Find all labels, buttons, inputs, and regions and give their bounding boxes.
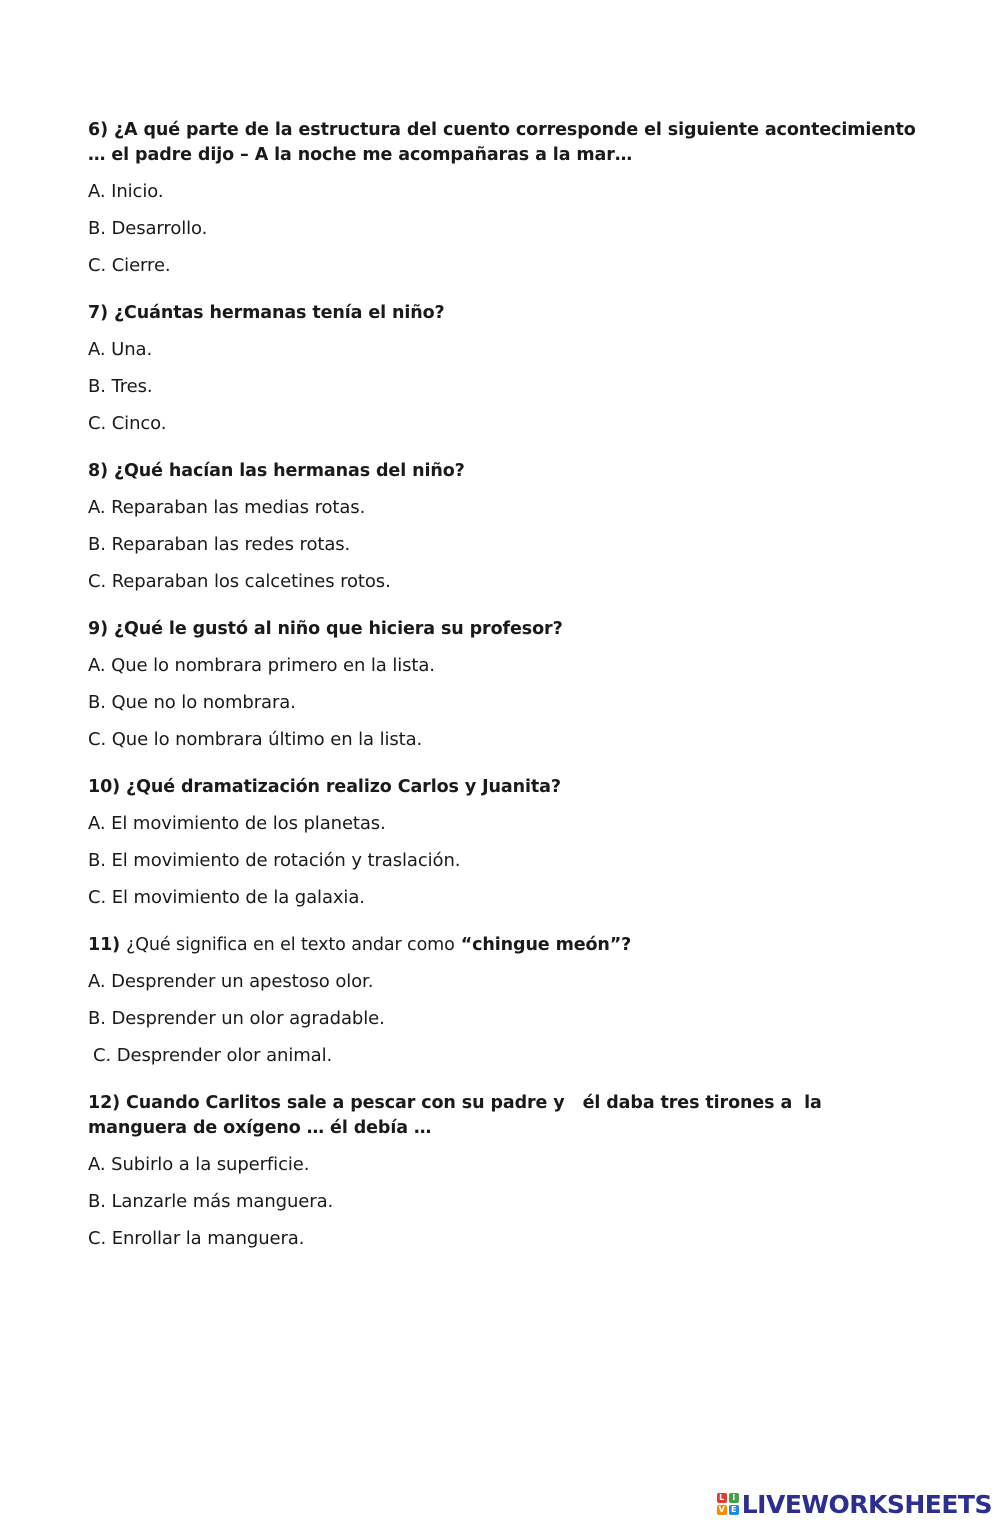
logo-mark-icon [717, 1493, 739, 1515]
option-c: C. Desprender olor animal. [93, 1045, 333, 1066]
option-a: A. Que lo nombrara primero en la lista. [88, 655, 435, 676]
option-c: C. Reparaban los calcetines rotos. [88, 571, 391, 592]
option-b: B. Desprender un olor agradable. [88, 1008, 385, 1029]
question-text: 10) ¿Qué dramatización realizo Carlos y Juanita? [88, 777, 561, 797]
question-number: 11) [88, 935, 121, 955]
option-a: A. El movimiento de los planetas. [88, 813, 386, 834]
option-b: B. Reparaban las redes rotas. [88, 534, 351, 555]
question-7 [88, 301, 918, 437]
option-b: B. Que no lo nombrara. [88, 692, 296, 713]
question-6 [88, 118, 918, 279]
option-a: A. Reparaban las medias rotas. [88, 497, 366, 518]
option-c: C. El movimiento de la galaxia. [88, 887, 365, 908]
question-8 [88, 459, 918, 595]
option-c: C. Cierre. [88, 255, 171, 276]
option-b: B. El movimiento de rotación y traslación. [88, 850, 461, 871]
option-c: C. Que lo nombrara último en la lista. [88, 729, 423, 750]
option-b: B. Tres. [88, 376, 153, 397]
question-9 [88, 617, 918, 753]
question-body: ¿Qué significa en el texto andar como [126, 935, 455, 955]
logo-letter-l: L [717, 1493, 727, 1503]
option-a: A. Una. [88, 339, 153, 360]
option-b: B. Desarrollo. [88, 218, 208, 239]
question-text [88, 933, 918, 958]
worksheet-page [88, 118, 918, 1274]
option-a: A. Desprender un apestoso olor. [88, 971, 374, 992]
option-c: C. Enrollar la manguera. [88, 1228, 305, 1249]
logo-letter-i: I [729, 1493, 739, 1503]
option-a: A. Subirlo a la superficie. [88, 1154, 310, 1175]
option-a: A. Inicio. [88, 181, 164, 202]
question-text: 12) Cuando Carlitos sale a pescar con su padre y él daba tres tirones a la manguera de oxígeno … él debía … [88, 1093, 828, 1138]
question-text: 9) ¿Qué le gustó al niño que hiciera su profesor? [88, 619, 563, 639]
question-11 [88, 933, 918, 1069]
logo-letter-v: V [718, 1505, 725, 1514]
question-emphasis: “chingue meón”? [460, 935, 632, 955]
question-text: 8) ¿Qué hacían las hermanas del niño? [88, 461, 465, 481]
question-12 [88, 1091, 918, 1252]
question-text: 6) ¿A qué parte de la estructura del cuento corresponde el siguiente acontecimiento … el padre dijo – A la noche me acompañaras a la mar… [88, 120, 916, 165]
option-b: B. Lanzarle más manguera. [88, 1191, 334, 1212]
option-c: C. Cinco. [88, 413, 167, 434]
question-10 [88, 775, 918, 911]
liveworksheets-logo[interactable] [717, 1487, 992, 1521]
question-text: 7) ¿Cuántas hermanas tenía el niño? [88, 303, 445, 323]
logo-letter-e: E [729, 1505, 739, 1515]
logo-text: LIVEWORKSHEETS [741, 1489, 992, 1519]
